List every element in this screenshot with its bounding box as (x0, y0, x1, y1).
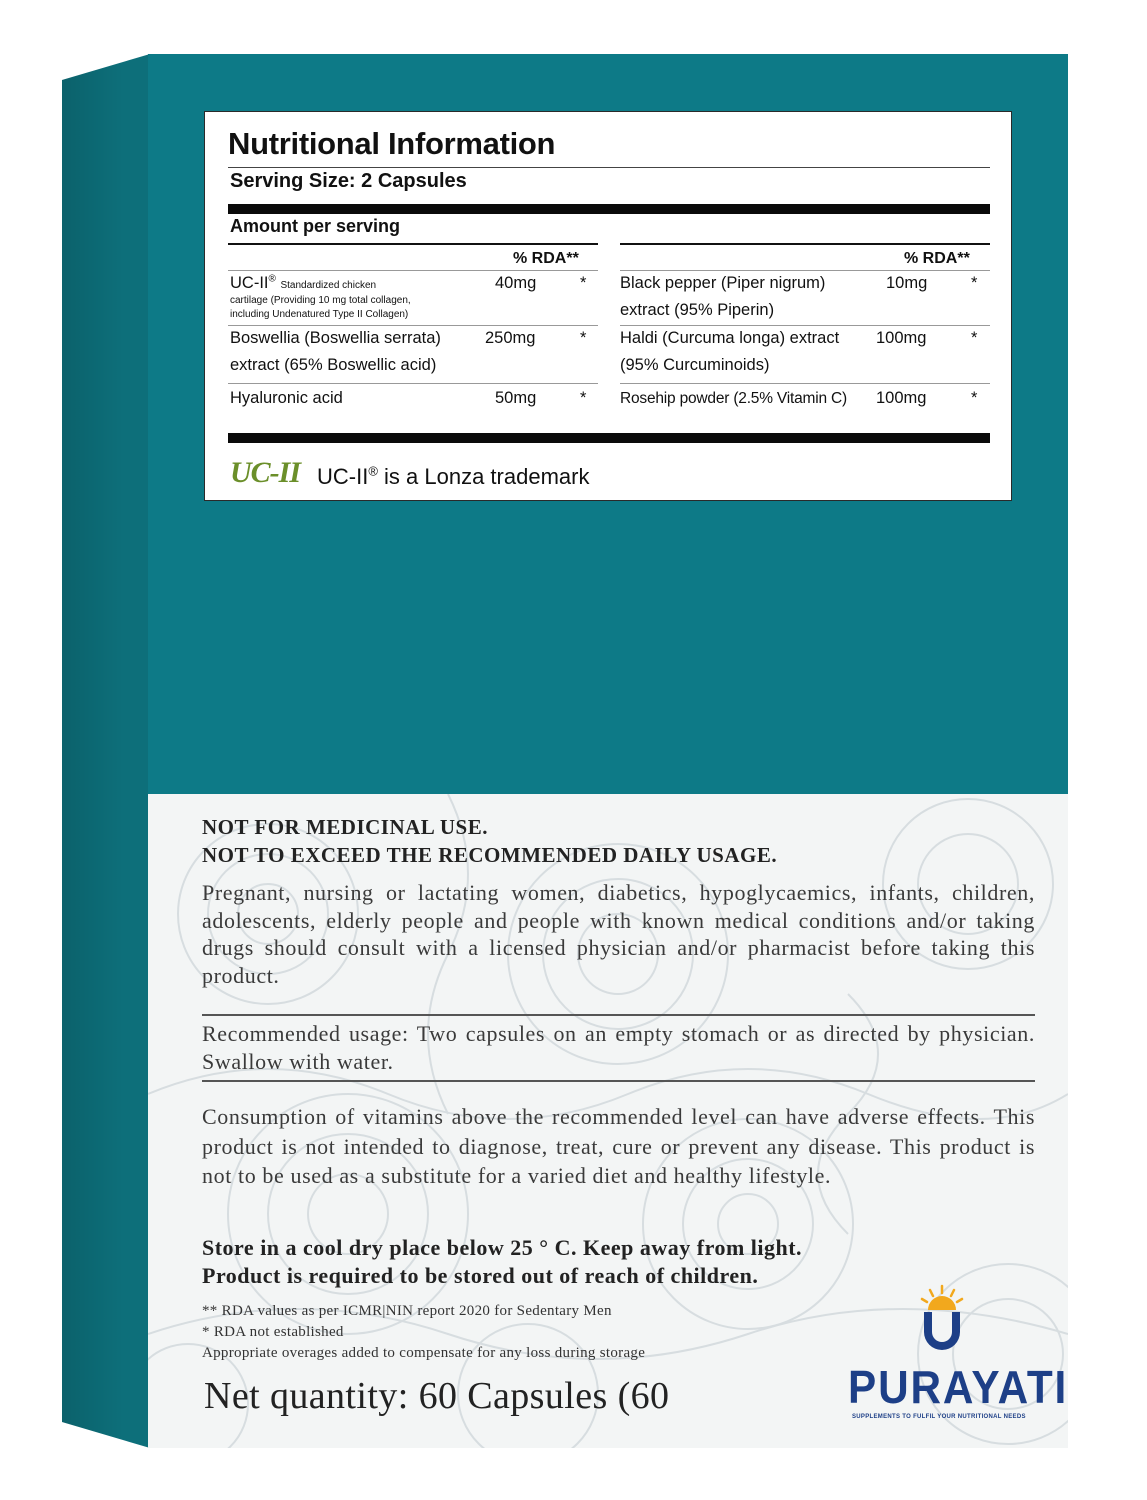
row-rule (228, 270, 598, 271)
recommended-usage-text: Recommended usage: Two capsules on an empty stomach or as directed by physician. Swallow with water. (202, 1021, 1035, 1074)
amount-per-serving: Amount per serving (230, 216, 401, 236)
ingredient-name: Rosehip powder (2.5% Vitamin C) (620, 390, 847, 407)
nutrition-facts-panel (204, 111, 1012, 501)
ingredient-name: Boswellia (Boswellia serrata) (230, 329, 441, 347)
storage-children: Product is required to be stored out of reach of children. (202, 1263, 759, 1288)
ingredient-uc-ii-detail: cartilage (Providing 10 mg total collagen, (230, 295, 411, 306)
ingredient-amount: 10mg (886, 274, 928, 292)
warning-not-exceed: NOT TO EXCEED THE RECOMMENDED DAILY USAGE. (202, 843, 778, 867)
divider-thick (228, 433, 990, 443)
warning-not-medicinal: NOT FOR MEDICINAL USE. (202, 815, 488, 839)
net-quantity: Net quantity: 60 Capsules (60 (204, 1375, 670, 1417)
separator (202, 1080, 1035, 1082)
ingredient-amount: 100mg (876, 389, 927, 407)
ingredient-rda: * (971, 274, 978, 292)
uc-ii-logo: UC-II (230, 456, 301, 489)
ingredient-name: Black pepper (Piper nigrum) (620, 274, 826, 292)
trademark-note: UC-II® is a Lonza trademark (317, 463, 590, 489)
ingredient-amount: 100mg (876, 329, 927, 347)
column-rule-right (620, 243, 990, 245)
ingredient-name: extract (95% Piperin) (620, 301, 775, 319)
nutrition-title: Nutritional Information (228, 126, 556, 161)
purayati-logo-icon (918, 1284, 966, 1352)
ingredient-name: Haldi (Curcuma longa) extract (620, 329, 840, 347)
storage-instruction: Store in a cool dry place below 25 ° C. Keep away from light. (202, 1235, 803, 1260)
divider (228, 167, 990, 168)
row-rule (228, 383, 598, 384)
ingredient-name: (95% Curcuminoids) (620, 356, 770, 374)
ingredient-uc-ii-detail: including Undenatured Type II Collagen) (230, 309, 409, 320)
column-rule-left (228, 243, 598, 245)
ingredient-rda: * (580, 389, 587, 407)
brand-tagline: SUPPLEMENTS TO FULFIL YOUR NUTRITIONAL NEEDS (852, 1414, 1026, 1420)
ingredient-rda: * (971, 389, 978, 407)
ingredient-amount: 40mg (495, 274, 537, 292)
footnote-overages: Appropriate overages added to compensate for any loss during storage (202, 1345, 646, 1361)
rda-header-left: % RDA** (513, 250, 579, 267)
ingredient-rda: * (971, 329, 978, 347)
consumption-warning-text: Consumption of vitamins above the recommended level can have adverse effects. This product is not intended to diagnose, treat, cure or prevent any disease. This product is not to be used as a substitute for a varied diet and healthy lifestyle. (202, 1104, 1035, 1188)
footnote-not-established: * RDA not established (202, 1324, 344, 1340)
serving-size: Serving Size: 2 Capsules (230, 170, 467, 192)
ingredient-uc-ii: UC-II® Standardized chicken (230, 273, 377, 292)
ingredient-rda: * (580, 329, 587, 347)
ingredient-name: extract (65% Boswellic acid) (230, 356, 437, 374)
ingredient-amount: 250mg (485, 329, 536, 347)
separator (202, 1014, 1035, 1016)
footnote-rda: ** RDA values as per ICMR|NIN report 2020 for Sedentary Men (202, 1303, 612, 1319)
ingredient-name: Hyaluronic acid (230, 389, 343, 407)
rda-header-right: % RDA** (904, 250, 970, 267)
brand-name: PURAYATI (848, 1361, 1069, 1413)
box-side-shadow (62, 54, 150, 1448)
row-rule (620, 383, 990, 384)
consult-physician-text: Pregnant, nursing or lactating women, diabetics, hypoglycaemics, infants, children, adolescents, elderly people and people with known medical conditions and/or taking drugs should consult with a licensed physician and/or pharmacist before taking this product. (202, 880, 1035, 988)
ingredient-rda: * (580, 274, 587, 292)
ingredient-amount: 50mg (495, 389, 537, 407)
divider-thick (228, 204, 990, 214)
